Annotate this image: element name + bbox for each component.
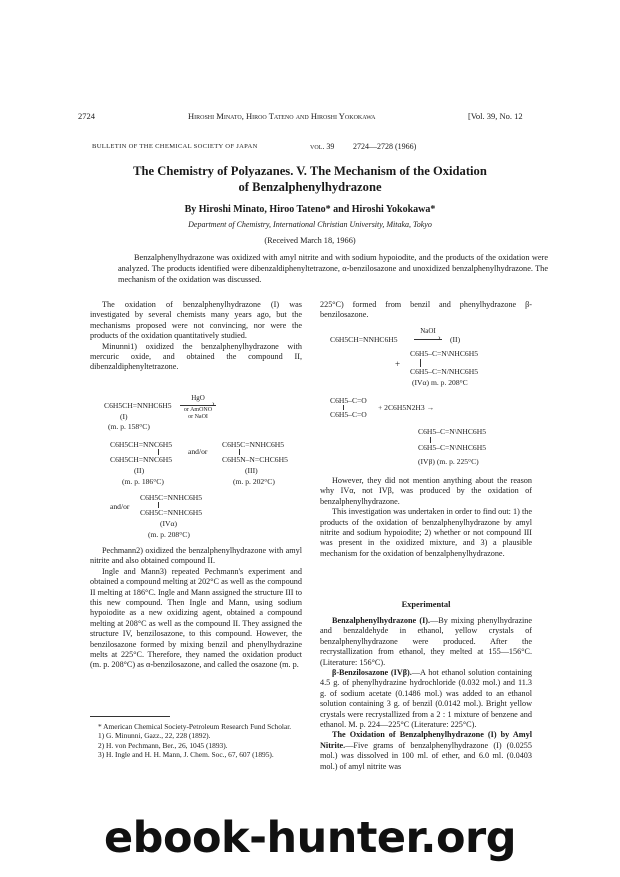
compound-II-line-1: C6H5CH=NNC6H5 <box>110 440 173 449</box>
footnote-2: 2) H. von Pechmann, Ber., 26, 1045 (1893). <box>98 740 228 750</box>
IV-beta-line-2: C6H5–C=N\NHC6H5 <box>418 443 486 452</box>
reagent-amono: or AmONO <box>183 407 213 413</box>
reagent-naoi: or NaOI <box>188 414 208 420</box>
label-IV-alpha: (IVα) m. p. 208°C <box>412 378 468 387</box>
label-II: (II) <box>134 466 145 475</box>
osazone-line-2: C6H5–C=N/NHC6H5 <box>410 367 478 376</box>
phenylhydrazine-reagent: + 2C6H5N2H3 → <box>378 403 435 412</box>
affiliation: Department of Chemistry, International Christian University, Mitaka, Tokyo <box>188 220 432 229</box>
compound-IV-line-2: C6H5C=NNHC6H5 <box>140 508 203 517</box>
exp-2-text: —A hot ethanol solution containing 4.5 g. of phenylhydrazine hydrochloride (0.032 mol.) and 11.3 g. of sodium acetate (0.1486 mol.) was added to an ethanol solution containing 3 g. of benzil (0.0142 mol.). Bright yellow crystals were recrystallized from a 2 : 1 mixture of benzene and ethanol. M. p. 224—225°C (Literature: 225°C). <box>320 668 532 730</box>
exp-3-text: —Five grams of benzalphenylhydrazone (I) (0.0255 mol.) was dissolved in 100 ml. of ether, and 6.0 ml. (0.0403 mol.) of amyl nitrite was <box>320 740 532 771</box>
footnote-star: * American Chemical Society-Petroleum Research Fund Scholar. <box>98 722 292 731</box>
byline: By Hiroshi Minato, Hiroo Tateno* and Hiroshi Yokokawa* <box>184 204 436 215</box>
and-or: and/or <box>188 447 208 456</box>
exp-3-heading: The Oxidation of Benzalphenylhydrazone (I) by Amyl Nitrite. <box>320 730 532 750</box>
volume-issue: [Vol. 39, No. 12 <box>468 111 523 121</box>
product-II: (II) <box>450 335 461 344</box>
page-number: 2724 <box>78 111 95 121</box>
exp-1-text: —By mixing phenylhydrazine and benzaldehyde in ethanol, yellow crystals of benzalphenylhydrazone were produced. After the recrystallization from ethanol, they melted at 155—156°C. (Literature: 156°C). <box>320 616 532 667</box>
right-column-body <box>320 476 532 559</box>
compound-III-line-2: C6H5N–N=CHC6H5 <box>222 455 288 464</box>
title-line-1: The Chemistry of Polyazanes. V. The Mechanism of the Oxidation <box>133 164 487 178</box>
left-column-intro <box>90 300 302 373</box>
reaction-arrow <box>180 405 216 406</box>
reagent-naoi: NaOI <box>420 327 436 335</box>
bond <box>420 359 421 367</box>
mp-I: (m. p. 158°C) <box>108 422 150 431</box>
experimental-section <box>320 616 532 772</box>
reagent-hgo: HgO <box>191 394 205 402</box>
and-or: and/or <box>110 502 130 511</box>
journal-volume: vol. 39 <box>310 142 335 151</box>
mp-II: (m. p. 186°C) <box>122 477 164 486</box>
compound-II-line-2: C6H5CH=NNC6H5 <box>110 455 173 464</box>
reactant-I: C6H5CH=NNHC6H5 <box>330 335 398 344</box>
paragraph-6: This investigation was undertaken in order to find out: 1) the products of the oxidation of benzalphenylhydrazone by amyl nitrite and sodium hypoiodite; 2) whether or not compound III was present in the oxidized mixture, and 3) a plausible mechanism for the oxidation of benzalphenylhydrazone. <box>320 507 532 558</box>
paragraph-4: Ingle and Mann3) repeated Pechmann's experiment and obtained a compound melting at 202°C as well as the compound II melting at 186°C. Ingle and Mann assigned the structure III to this new compound. Then Ingle and Mann, using sodium hypoiodite as a new oxidizing agent, obtained a compound melting at 208°C as well as the compound II. They assigned the structure IV, benzilosazone, to this compound. However, the benzilosazone formed by mixing benzil and phenylhydrazine melts at 225°C. Therefore, they named the oxidation product (m. p. 208°C) as α-benzilosazone, and called the osazone (m. p. <box>90 566 302 670</box>
watermark: ebook-hunter.org <box>104 813 516 863</box>
experimental-heading: Experimental <box>401 600 451 609</box>
paragraph-2: Minunni1) oxidized the benzalphenylhydrazone with mercuric oxide, and obtained the compound II, dibenzaldiphenyltetrazone. <box>90 341 302 372</box>
journal-pages: 2724—2728 (1966) <box>353 142 417 151</box>
journal-name: BULLETIN OF THE CHEMICAL SOCIETY OF JAPAN <box>92 143 258 150</box>
benzil-line-2: C6H5–C=O <box>330 410 367 419</box>
footnote-1: 1) G. Minunni, Gazz., 22, 228 (1892). <box>98 731 211 741</box>
right-column-top <box>320 300 532 321</box>
mp-IV: (m. p. 208°C) <box>148 530 190 539</box>
plus-sign: + <box>395 359 401 369</box>
paragraph-1: The oxidation of benzalphenylhydrazone (I) was investigated by several chemists many years ago, but the mechanisms proposed were not convincing, nor were the products of the oxidation quantitatively studied. <box>90 300 302 341</box>
reactant-I: C6H5CH=NNHC6H5 <box>104 401 172 410</box>
paragraph-3: Pechmann2) oxidized the benzalphenylhydrazone with amyl nitrite and also obtained compound II. <box>90 546 302 566</box>
paragraph-continued: 225°C) formed from benzil and phenylhydrazone β-benzilosazone. <box>320 300 532 320</box>
footnote-3: 3) H. Ingle and H. H. Mann, J. Chem. Soc., 67, 607 (1895). <box>98 750 274 760</box>
mp-III: (m. p. 202°C) <box>233 477 275 486</box>
paragraph-5: However, they did not mention anything about the reason why IVα, not IVβ, was produced by the oxidation of benzalphenylhydrazone. <box>320 476 532 506</box>
label-IV-beta: (IVβ) (m. p. 225°C) <box>418 457 479 466</box>
compound-III-line-1: C6H5C=NNHC6H5 <box>222 440 285 449</box>
footnote-rule <box>90 716 170 717</box>
compound-IV-line-1: C6H5C=NNHC6H5 <box>140 493 203 502</box>
running-authors: Hiroshi Minato, Hiroo Tateno and Hiroshi Yokokawa <box>188 111 376 121</box>
osazone-line-1: C6H5–C=N\NHC6H5 <box>410 349 478 358</box>
left-column-history <box>90 546 302 671</box>
received-date: (Received March 18, 1966) <box>264 236 356 245</box>
title-line-2: of Benzalphenylhydrazone <box>238 180 382 194</box>
footnotes <box>90 722 302 760</box>
exp-2-heading: β-Benzilosazone (IVβ). <box>332 668 412 678</box>
label-IV-alpha: (IVα) <box>160 519 178 528</box>
IV-beta-line-1: C6H5–C=N\NHC6H5 <box>418 427 486 436</box>
benzil-line-1: C6H5–C=O <box>330 396 367 405</box>
abstract: Benzalphenylhydrazone was oxidized with amyl nitrite and with sodium hypoiodite, and the products of the oxidation were analyzed. The products identified were dibenzaldiphenyltetrazone, α-benzilosazone and unoxidized benzalphenylhydrazone. The mechanism of the oxidation was discussed. <box>118 253 548 284</box>
arrow-head: › <box>438 333 441 342</box>
label-III: (III) <box>245 466 258 475</box>
arrow-head: › <box>212 399 215 408</box>
label-I: (I) <box>120 412 128 421</box>
exp-1-heading: Benzalphenylhydrazone (I). <box>332 616 431 625</box>
